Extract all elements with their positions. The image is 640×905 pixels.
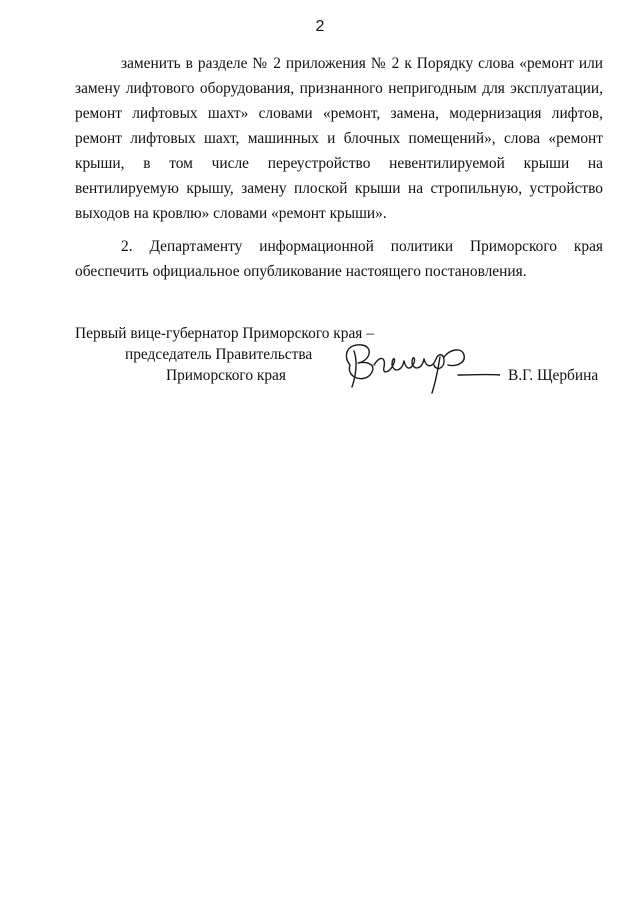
signatory-name: В.Г. Щербина [508,367,599,384]
paragraph-publication: 2. Департаменту информационной политики Приморского края обеспечить официальное опубликование настоящего постановления. [75,238,603,280]
signatory-title-line2: председатель Правительства [125,346,313,363]
page-number: 2 [315,18,325,35]
paragraph-amendment: заменить в разделе № 2 приложения № 2 к Порядку слова «ремонт или замену лифтового оборудования, признанного непригодным для эксплуатации, ремонт лифтовых шахт» словами «ремонт, замена, модернизация лифтов, ремонт лифтовых шахт, машинных и блочных помещений», слова «ремонт крыши, в том числе переустройство невентилируемой крыши на вентилируемую крышу, замену плоской крыши на стропильную, устройство выходов на кровлю» словами «ремонт крыши». [75,55,603,222]
signatory-title-line3: Приморского края [166,367,286,384]
signatory-title-line1: Первый вице-губернатор Приморского края – [75,325,374,342]
handwritten-signature [340,335,500,397]
